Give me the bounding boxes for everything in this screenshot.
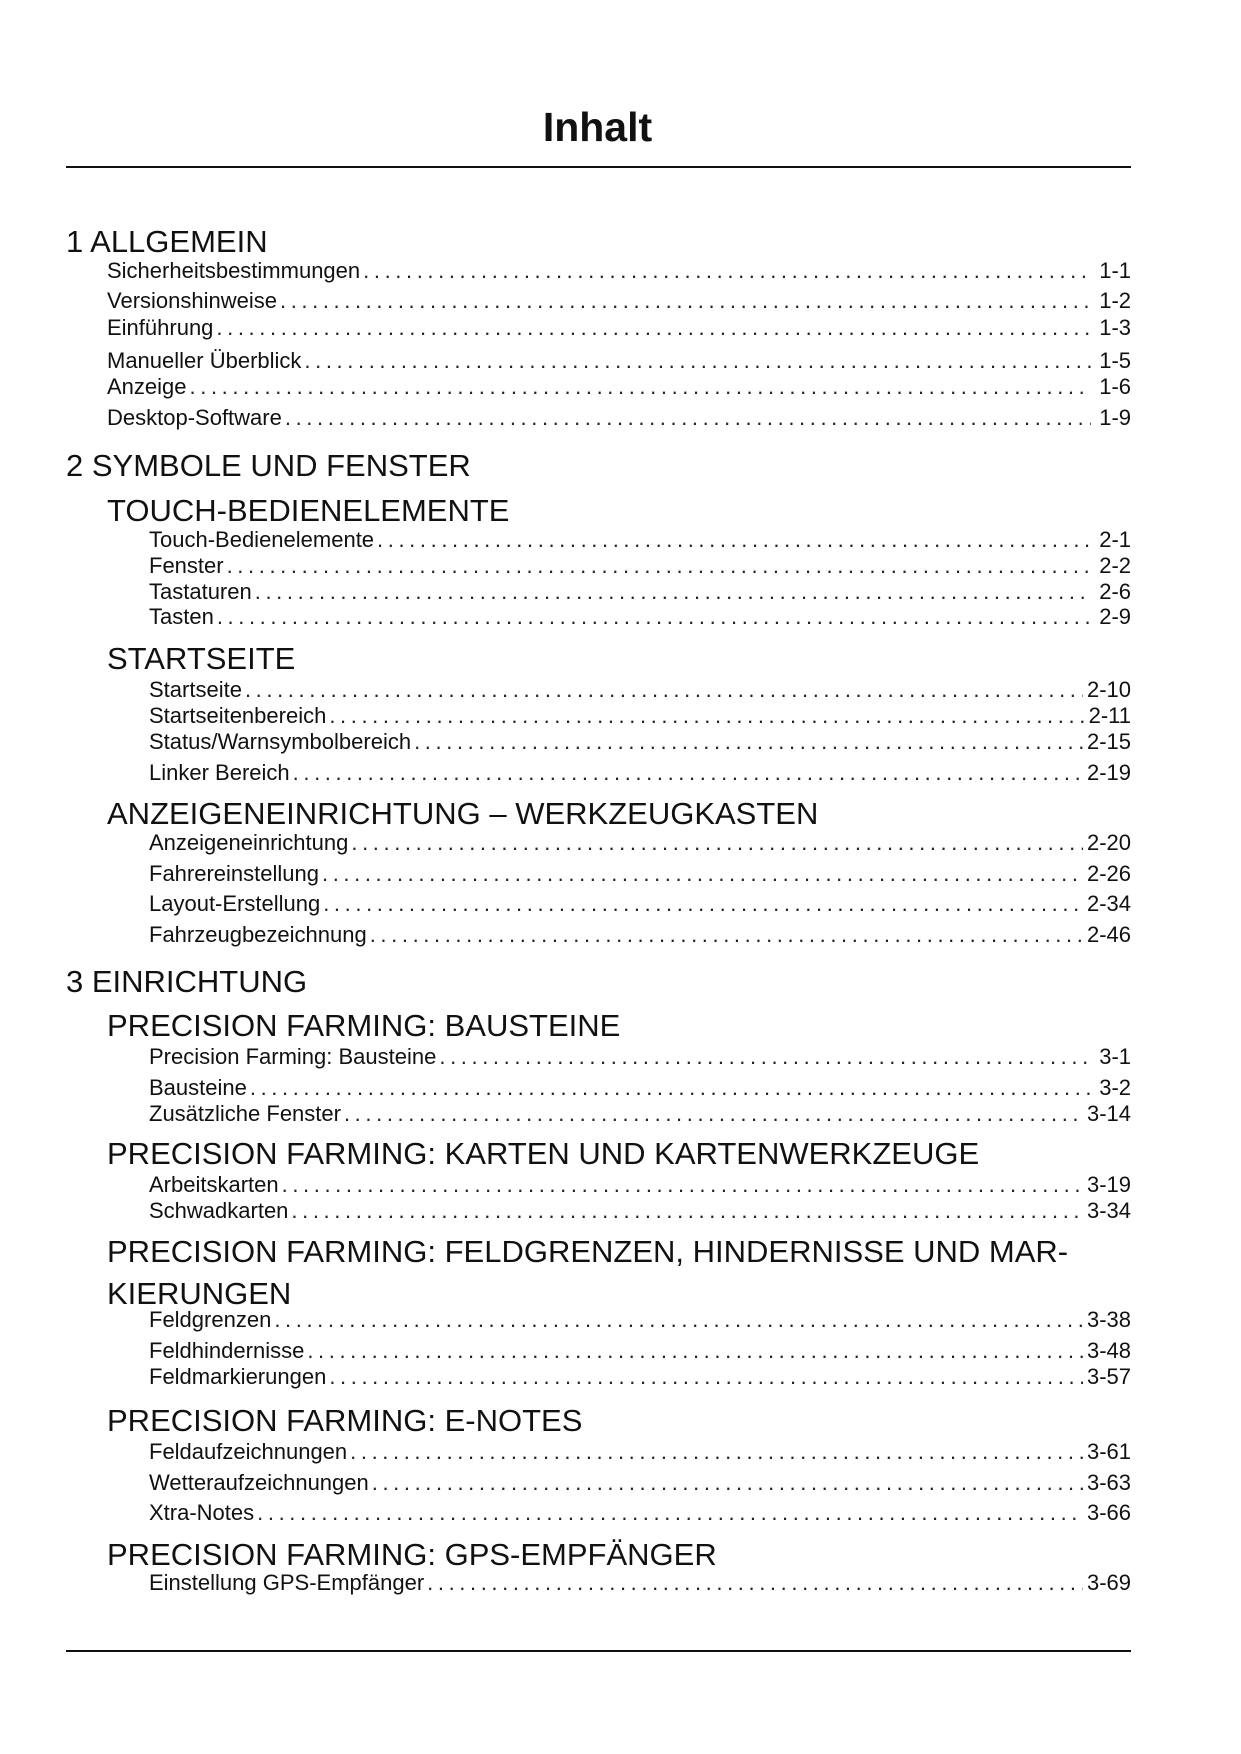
toc-entry[interactable]	[149, 1172, 1131, 1198]
bottom-rule	[66, 1650, 1131, 1652]
toc-entry-page: 1-3	[1099, 315, 1131, 340]
toc-entry-label: Feldaufzeichnungen	[149, 1439, 348, 1464]
toc-entry-page: 1-2	[1099, 288, 1131, 313]
toc-entry-label: Status/Warnsymbolbereich	[149, 729, 412, 754]
toc-entry[interactable]	[149, 830, 1131, 856]
section-heading: PRECISION FARMING: GPS-EMPFÄNGER	[107, 1537, 717, 1572]
dot-leader	[245, 677, 1083, 703]
dot-leader	[372, 1470, 1083, 1496]
toc-entry-page: 2-6	[1099, 579, 1131, 604]
dot-leader	[329, 1364, 1083, 1390]
toc-entry[interactable]	[149, 861, 1131, 887]
toc-entry-label: Layout-Erstellung	[149, 891, 321, 916]
toc-entry[interactable]	[107, 288, 1131, 314]
dot-leader	[255, 579, 1091, 605]
dot-leader	[217, 604, 1091, 630]
toc-entry-label: Startseite	[149, 677, 242, 702]
toc-entry[interactable]	[149, 1044, 1131, 1070]
toc-entry[interactable]	[149, 729, 1131, 755]
toc-entry[interactable]	[107, 348, 1131, 374]
dot-leader	[329, 703, 1084, 729]
toc-entry[interactable]	[107, 258, 1131, 284]
toc-entry[interactable]	[149, 922, 1131, 948]
toc-entry-page: 2-46	[1086, 922, 1131, 947]
toc-entry-page: 2-15	[1086, 729, 1131, 754]
toc-entry-label: Zusätzliche Fenster	[149, 1101, 341, 1126]
toc-entry-page: 3-66	[1086, 1500, 1131, 1525]
toc-entry-page: 2-19	[1086, 760, 1131, 785]
toc-entry[interactable]	[149, 1075, 1131, 1101]
dot-leader	[190, 374, 1091, 400]
dot-leader	[322, 861, 1083, 887]
toc-entry-page: 1-6	[1099, 374, 1131, 399]
toc-entry-label: Precision Farming: Bausteine	[149, 1044, 437, 1069]
toc-entry-page: 3-34	[1086, 1198, 1131, 1223]
toc-entry-label: Desktop-Software	[107, 405, 282, 430]
toc-entry-page: 2-9	[1099, 604, 1131, 629]
dot-leader	[291, 1198, 1083, 1224]
dot-leader	[370, 922, 1083, 948]
toc-entry-label: Fahrereinstellung	[149, 861, 319, 886]
toc-entry-page: 3-14	[1086, 1101, 1131, 1126]
dot-leader	[414, 729, 1083, 755]
toc-entry-label: Linker Bereich	[149, 760, 290, 785]
toc-entry-page: 3-38	[1086, 1307, 1131, 1332]
toc-entry-label: Feldmarkierungen	[149, 1364, 327, 1389]
dot-leader	[280, 288, 1091, 314]
toc-entry-label: Feldhindernisse	[149, 1338, 305, 1363]
section-heading: STARTSEITE	[107, 641, 296, 676]
toc-entry-label: Wetteraufzeichnungen	[149, 1470, 369, 1495]
toc-entry-page: 3-48	[1086, 1338, 1131, 1363]
chapter-heading: 3 EINRICHTUNG	[66, 964, 308, 999]
toc-entry-page: 1-5	[1099, 348, 1131, 373]
toc-entry[interactable]	[149, 1500, 1131, 1526]
toc-entry[interactable]	[107, 405, 1131, 431]
toc-entry[interactable]	[149, 703, 1131, 729]
dot-leader	[439, 1044, 1091, 1070]
section-heading: PRECISION FARMING: KARTEN UND KARTENWERKZEUGE	[107, 1136, 980, 1171]
toc-entry-page: 3-63	[1086, 1470, 1131, 1495]
chapter-heading: 1 ALLGEMEIN	[66, 224, 268, 259]
dot-leader	[274, 1307, 1083, 1333]
dot-leader	[257, 1500, 1083, 1526]
section-heading: PRECISION FARMING: BAUSTEINE	[107, 1008, 621, 1043]
toc-entry-label: Anzeigeneinrichtung	[149, 830, 349, 855]
section-heading: ANZEIGENEINRICHTUNG – WERKZEUGKASTEN	[107, 796, 819, 831]
toc-entry-label: Fahrzeugbezeichnung	[149, 922, 367, 947]
toc-entry-page: 3-2	[1099, 1075, 1131, 1100]
toc-entry-page: 2-20	[1086, 830, 1131, 855]
toc-entry-label: Fenster	[149, 553, 224, 578]
toc-entry[interactable]	[149, 604, 1131, 630]
toc-entry-page: 3-61	[1086, 1439, 1131, 1464]
toc-entry-label: Schwadkarten	[149, 1198, 289, 1223]
toc-entry[interactable]	[149, 677, 1131, 703]
toc-entry-page: 2-34	[1086, 891, 1131, 916]
dot-leader	[351, 830, 1083, 856]
toc-entry[interactable]	[149, 553, 1131, 579]
toc-entry-label: Manueller Überblick	[107, 348, 302, 373]
dot-leader	[227, 553, 1091, 579]
toc-entry-label: Touch-Bedienelemente	[149, 527, 375, 552]
toc-entry[interactable]	[107, 374, 1131, 400]
toc-entry-label: Bausteine	[149, 1075, 247, 1100]
dot-leader	[304, 348, 1091, 374]
section-heading: TOUCH-BEDIENELEMENTE	[107, 493, 510, 528]
toc-entry-page: 2-2	[1099, 553, 1131, 578]
section-heading-continuation: KIERUNGEN	[107, 1276, 292, 1311]
dot-leader	[282, 1172, 1083, 1198]
toc-entry-page: 1-9	[1099, 405, 1131, 430]
dot-leader	[350, 1439, 1083, 1465]
toc-entry-label: Startseitenbereich	[149, 703, 327, 728]
toc-entry[interactable]	[149, 1338, 1131, 1364]
toc-entry[interactable]	[149, 527, 1131, 553]
toc-entry[interactable]	[149, 1101, 1131, 1127]
toc-entry-page: 3-1	[1099, 1044, 1131, 1069]
page-title: Inhalt	[542, 104, 653, 150]
toc-entry-page: 3-69	[1086, 1570, 1131, 1595]
toc-entry-label: Feldgrenzen	[149, 1307, 272, 1332]
toc-entry[interactable]	[149, 760, 1131, 786]
toc-entry[interactable]	[149, 1364, 1131, 1390]
toc-entry-page: 1-1	[1099, 258, 1131, 283]
toc-entry[interactable]	[149, 1307, 1131, 1333]
toc-entry[interactable]	[107, 315, 1131, 341]
dot-leader	[363, 258, 1091, 284]
toc-entry[interactable]	[149, 1470, 1131, 1496]
chapter-heading: 2 SYMBOLE UND FENSTER	[66, 448, 471, 483]
dot-leader	[250, 1075, 1091, 1101]
toc-entry-page: 2-10	[1086, 677, 1131, 702]
dot-leader	[293, 760, 1083, 786]
toc-entry-page: 2-1	[1099, 527, 1131, 552]
dot-leader	[216, 315, 1091, 341]
section-heading: PRECISION FARMING: E-NOTES	[107, 1403, 583, 1438]
toc-entry[interactable]	[149, 891, 1131, 917]
toc-entry-label: Einstellung GPS-Empfänger	[149, 1570, 425, 1595]
toc-entry-page: 2-11	[1088, 703, 1131, 728]
dot-leader	[307, 1338, 1083, 1364]
dot-leader	[285, 405, 1091, 431]
dot-leader	[427, 1570, 1083, 1596]
toc-entry-label: Xtra-Notes	[149, 1500, 255, 1525]
dot-leader	[344, 1101, 1083, 1127]
toc-entry[interactable]	[149, 1439, 1131, 1465]
toc-entry-label: Versionshinweise	[107, 288, 277, 313]
toc-entry[interactable]	[149, 1570, 1131, 1596]
toc-entry-label: Anzeige	[107, 374, 187, 399]
toc-entry-label: Sicherheitsbestimmungen	[107, 258, 361, 283]
section-heading: PRECISION FARMING: FELDGRENZEN, HINDERNISSE UND MAR-	[107, 1234, 1069, 1269]
dot-leader	[323, 891, 1083, 917]
toc-entry-page: 2-26	[1086, 861, 1131, 886]
toc-entry-page: 3-57	[1086, 1364, 1131, 1389]
toc-entry-label: Tasten	[149, 604, 214, 629]
toc-entry-label: Arbeitskarten	[149, 1172, 279, 1197]
toc-entry[interactable]	[149, 1198, 1131, 1224]
toc-entry-page: 3-19	[1086, 1172, 1131, 1197]
toc-entry-label: Einführung	[107, 315, 214, 340]
toc-entry[interactable]	[149, 579, 1131, 605]
dot-leader	[377, 527, 1091, 553]
toc-entry-label: Tastaturen	[149, 579, 252, 604]
